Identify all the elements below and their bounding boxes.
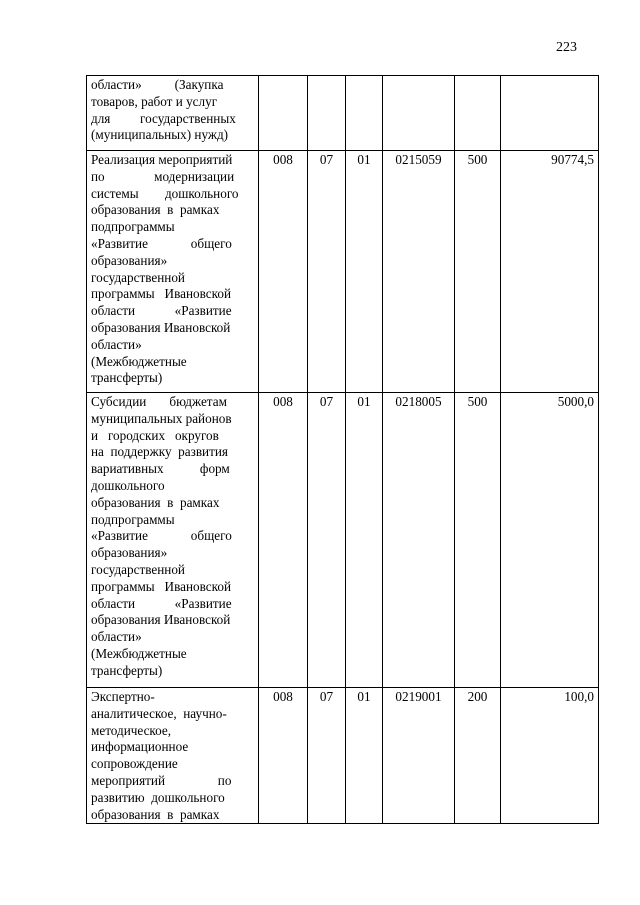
- row-name-line: трансферты): [91, 370, 163, 386]
- row-name-line: подпрограммы: [91, 511, 175, 527]
- row-name-line: для государственных: [91, 110, 236, 126]
- row-name-line: образования Ивановской: [91, 612, 231, 628]
- ved-cell: 008: [259, 688, 308, 824]
- row-name-line: развитию дошкольного: [91, 789, 225, 805]
- row-name-cell: [87, 76, 259, 151]
- razdel-cell: 07: [308, 393, 346, 688]
- expense-type-cell: 500: [455, 393, 501, 688]
- row-name-line: Реализация мероприятий: [91, 152, 233, 167]
- row-name-line: государственной: [91, 269, 185, 285]
- row-name-cell: [87, 393, 259, 688]
- row-name-line: области»: [91, 336, 142, 352]
- table-row: [87, 688, 599, 824]
- row-name-line: «Развитие общего: [91, 235, 232, 251]
- target-article-cell: 0215059: [383, 151, 455, 393]
- expense-type-cell: 500: [455, 151, 501, 393]
- row-name-line: программы Ивановской: [91, 578, 232, 594]
- razdel-cell: [308, 76, 346, 151]
- table-row: [87, 151, 599, 393]
- podrazdel-cell: [346, 76, 383, 151]
- row-name-line: образования в рамках: [91, 806, 220, 822]
- row-name-line: Субсидии бюджетам: [91, 394, 227, 409]
- row-name-line: (Межбюджетные: [91, 353, 187, 369]
- budget-table: [86, 75, 599, 824]
- row-name-line: подпрограммы: [91, 219, 175, 235]
- row-name-line: системы дошкольного: [91, 185, 239, 201]
- target-article-cell: 0218005: [383, 393, 455, 688]
- row-name-line: аналитическое, научно-: [91, 705, 227, 721]
- row-name-line: сопровождение: [91, 756, 178, 772]
- page-number: 223: [556, 40, 577, 55]
- amount-cell: 5000,0: [501, 393, 599, 688]
- row-name-line: информационное: [91, 739, 189, 755]
- row-name-line: образования в рамках: [91, 202, 220, 218]
- row-name-cell: [87, 151, 259, 393]
- row-name-line: государственной: [91, 561, 185, 577]
- expense-type-cell: [455, 76, 501, 151]
- row-name-line: образования Ивановской: [91, 319, 231, 335]
- ved-cell: 008: [259, 151, 308, 393]
- budget-table-body: [87, 76, 599, 824]
- row-name-line: по модернизации: [91, 168, 235, 184]
- row-name-line: Экспертно-: [91, 689, 155, 704]
- amount-cell: 100,0: [501, 688, 599, 824]
- row-name-line: товаров, работ и услуг: [91, 93, 218, 109]
- row-name-line: «Развитие общего: [91, 528, 232, 544]
- row-name-line: образования в рамках: [91, 494, 220, 510]
- row-name-line: образования»: [91, 252, 168, 268]
- row-name-line: дошкольного: [91, 477, 165, 493]
- ved-cell: 008: [259, 393, 308, 688]
- amount-cell: 90774,5: [501, 151, 599, 393]
- row-name-line: (Межбюджетные: [91, 645, 187, 661]
- row-name-line: методическое,: [91, 722, 172, 738]
- table-row: [87, 76, 599, 151]
- row-name-line: на поддержку развития: [91, 444, 228, 460]
- amount-cell: [501, 76, 599, 151]
- row-name-line: трансферты): [91, 662, 163, 678]
- row-name-line: области «Развитие: [91, 595, 232, 611]
- row-name-line: вариативных форм: [91, 461, 230, 477]
- row-name-line: (муниципальных) нужд): [91, 127, 229, 143]
- target-article-cell: [383, 76, 455, 151]
- row-name-line: программы Ивановской: [91, 286, 232, 302]
- podrazdel-cell: 01: [346, 688, 383, 824]
- row-name-cell: [87, 688, 259, 824]
- row-name-line: и городских округов: [91, 427, 219, 443]
- ved-cell: [259, 76, 308, 151]
- row-name-line: мероприятий по: [91, 772, 232, 788]
- row-name-line: области «Развитие: [91, 303, 232, 319]
- razdel-cell: 07: [308, 151, 346, 393]
- expense-type-cell: 200: [455, 688, 501, 824]
- row-name-line: области»: [91, 629, 142, 645]
- razdel-cell: 07: [308, 688, 346, 824]
- row-name-line: образования»: [91, 545, 168, 561]
- row-name-line: муниципальных районов: [91, 410, 232, 426]
- podrazdel-cell: 01: [346, 151, 383, 393]
- podrazdel-cell: 01: [346, 393, 383, 688]
- row-name-line: области» (Закупка: [91, 77, 224, 92]
- table-row: [87, 393, 599, 688]
- target-article-cell: 0219001: [383, 688, 455, 824]
